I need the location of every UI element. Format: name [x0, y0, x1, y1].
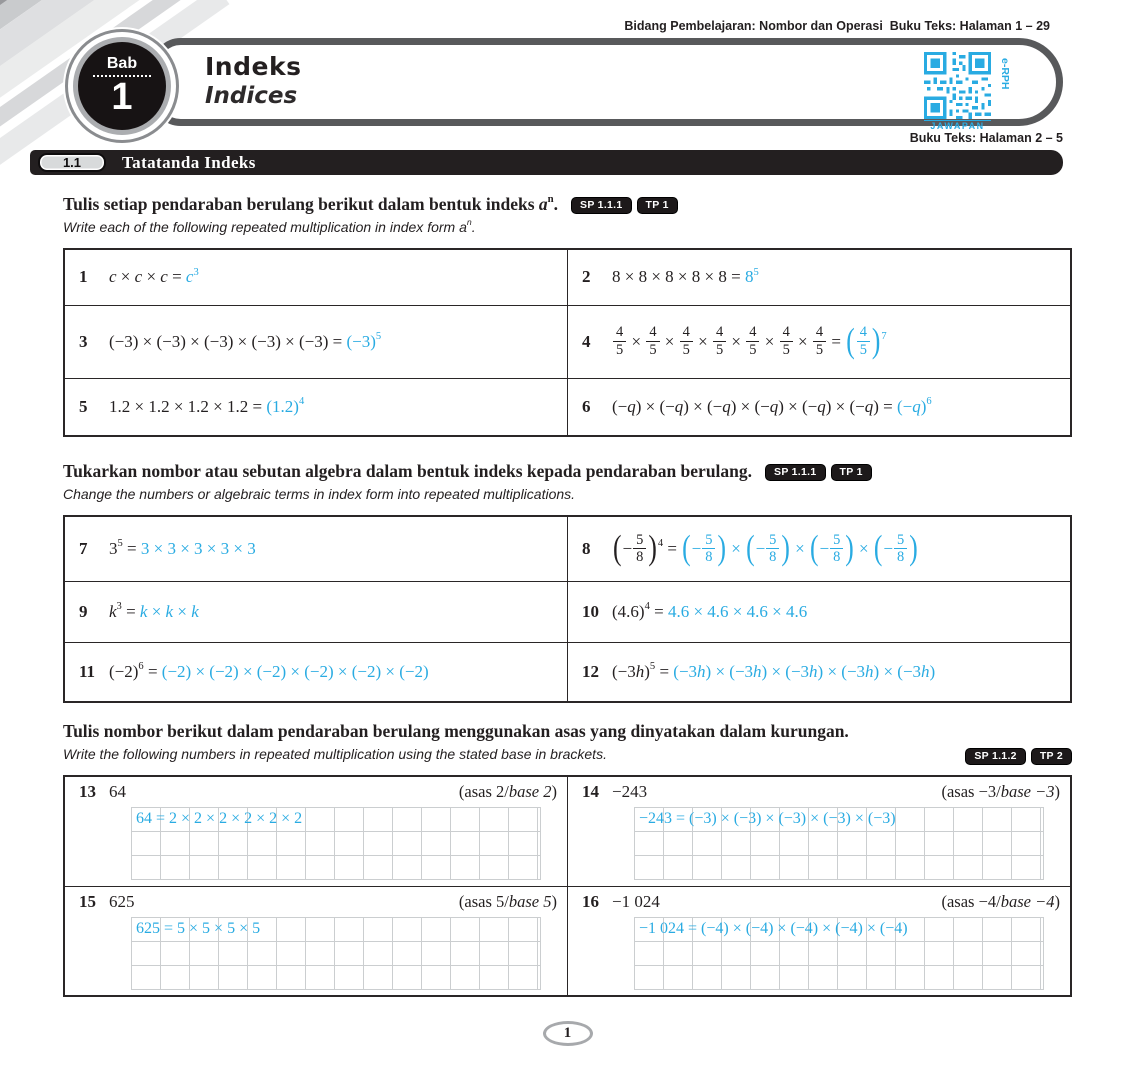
page-content: [63, 190, 1072, 1046]
exercise-cell-9: [64, 581, 568, 642]
table-row: [64, 776, 1071, 886]
question-number: 11: [79, 661, 96, 681]
exercise-cell-5: [64, 378, 568, 436]
answer-text: (− $\frac{5}{8}$ ) × (− $\frac{5}{8}$ ) × (− $\frac{5}{8}$ ) × (− $\frac{5}{8}$ ): [682, 528, 918, 568]
exercise-cell-11: [64, 642, 568, 702]
question-expression: $(-2)^6 = (-2) \times (-2) \times (-2) \times (-2) \times (-2) \times (-2)$: [109, 661, 429, 681]
answer-text: $(-q)^6$: [897, 396, 932, 416]
exercise-cell-13: [64, 776, 568, 886]
chapter-number: 1: [111, 76, 133, 118]
answer-text: 64 = 2 × 2 × 2 × 2 × 2 × 2: [136, 810, 303, 828]
sp-badge: SP 1.1.1: [571, 197, 632, 214]
table-row: [64, 305, 1071, 378]
question-number: 14: [582, 782, 599, 802]
answer-text: 4.6 × 4.6 × 4.6 × 4.6: [667, 601, 808, 621]
question-number: 8: [582, 538, 591, 558]
exercise-cell-14: [568, 776, 1072, 886]
textbook-page-reference: Buku Teks: Halaman 2 – 5: [909, 131, 1063, 145]
question-value: −243: [612, 782, 648, 802]
exercise3-instruction-malay: Tulis nombor berikut dalam pendaraban berulang menggunakan asas yang dinyatakan dalam kurungan.: [63, 721, 849, 741]
answer-grid: [131, 807, 541, 880]
question-number: 6: [582, 396, 591, 416]
question-number: 2: [582, 267, 591, 287]
chapter-label: Bab: [106, 55, 138, 72]
question-expression: $(-3h)^5 = (-3h) \times (-3h) \times (-3h) \times (-3h) \times (-3h)$: [612, 661, 936, 681]
answer-text: $(-3)^5$: [346, 330, 382, 351]
question-expression: $8 \times 8 \times 8 \times 8 \times 8 = 8^5$: [612, 266, 759, 287]
question-expression: $(4.6)^4 = 4.6 \times 4.6 \times 4.6 \times 4.6$: [612, 600, 808, 621]
exercise-cell-6: [568, 378, 1072, 436]
exercise-table-3: [63, 775, 1072, 997]
tp-badge: TP 1: [637, 197, 678, 214]
base-note: (asas 5/base 5): [458, 891, 557, 911]
exercise1-instruction-english: Write each of the following repeated multiplication in index form $a^n$.: [63, 217, 476, 235]
exercise1-badges: [566, 190, 678, 214]
table-row: [64, 249, 1071, 305]
sp-badge: SP 1.1.1: [765, 464, 826, 481]
question-value: −1 024: [612, 891, 660, 911]
answer-qr-block: [924, 52, 991, 131]
answer-grid: [634, 807, 1044, 880]
exercise2-badges: [760, 457, 872, 481]
exercise-cell-15: [64, 886, 568, 996]
base-note: (asas −4/base −4): [941, 891, 1060, 911]
exercise2-instruction-english: Change the numbers or algebraic terms in index form into repeated multiplications.: [63, 486, 576, 502]
exercise-cell-4: [568, 305, 1072, 378]
question-number: 13: [79, 782, 96, 802]
page-footer: [63, 1021, 1072, 1046]
exercise-cell-16: [568, 886, 1072, 996]
question-expression: $k^3 = k \times k \times k$: [109, 600, 199, 621]
exercise-cell-10: [568, 581, 1072, 642]
table-row: [64, 581, 1071, 642]
answer-text: 3 × 3 × 3 × 3 × 3: [140, 538, 256, 558]
exercise1-instruction-malay: [63, 190, 1072, 216]
base-note: (asas 2/base 2): [458, 782, 557, 802]
question-expression: $(-q) \times (-q) \times (-q) \times (-q) \times (-q) \times (-q) = (-q)^6$: [612, 396, 932, 416]
sp-badge: SP 1.1.2: [965, 748, 1026, 765]
chapter-title-english: Indices: [205, 83, 298, 109]
tp-badge: TP 2: [1031, 748, 1072, 765]
qr-code-icon: [924, 52, 991, 119]
answer-text: ( $\frac{4}{5}$ )$^7$: [846, 320, 887, 361]
erph-label: e-RPH: [999, 58, 1011, 90]
table-row: [64, 516, 1071, 581]
question-number: 16: [582, 891, 599, 911]
exercise-table-1: [63, 248, 1072, 437]
exercise-cell-12: [568, 642, 1072, 702]
exercise-cell-8: [568, 516, 1072, 581]
table-row: [64, 886, 1071, 996]
question-number: 12: [582, 661, 599, 681]
exercise-cell-7: [64, 516, 568, 581]
question-expression: $(-3) \times (-3) \times (-3) \times (-3) \times (-3) = (-3)^5$: [109, 330, 382, 351]
chapter-title-malay: Indeks: [205, 52, 302, 81]
question-number: 3: [79, 331, 88, 351]
exercise-cell-1: [64, 249, 568, 305]
question-number: 9: [79, 601, 88, 621]
question-number: 4: [582, 331, 591, 351]
section-title: Tatatanda Indeks: [122, 152, 256, 172]
learning-area-note: Bidang Pembelajaran: Nombor dan Operasi Buku Teks: Halaman 1 – 29: [624, 19, 1050, 33]
question-number: 1: [79, 267, 88, 287]
table-row: [64, 378, 1071, 436]
answer-text: 625 = 5 × 5 × 5 × 5: [136, 919, 261, 937]
question-value: 625: [109, 891, 135, 911]
exercise-cell-2: [568, 249, 1072, 305]
question-expression: (− $\frac{5}{8}$ )$^4$ = (− $\frac{5}{8}$ ) × (− $\frac{5}{8}$ ) × (− $\frac{5}{8}$ ) × (− $\frac{5}{8}$ ): [613, 528, 918, 568]
question-expression: $\frac{4}{5}$ × $\frac{4}{5}$ × $\frac{4}{5}$ × $\frac{4}{5}$ × $\frac{4}{5}$ × $\frac{4}{5}$ × $\frac{4}{5}$ = ( $\frac{4}{5}$ )$^7$: [612, 325, 887, 357]
answer-text: (−3h) × (−3h) × (−3h) × (−3h) × (−3h): [673, 661, 936, 681]
exercise-cell-3: [64, 305, 568, 378]
exercise1-instruction-text: Tulis setiap pendaraban berulang berikut dalam bentuk indeks $a^n$.: [63, 193, 559, 214]
exercise2-instruction-malay: Tukarkan nombor atau sebutan algebra dalam bentuk indeks kepada pendaraban berulang. SP 1.1.1 TP 1: [63, 457, 1072, 483]
question-number: 7: [79, 538, 88, 558]
chapter-badge: [78, 42, 166, 130]
table-row: [64, 642, 1071, 702]
exercise-table-2: [63, 515, 1072, 703]
base-note: (asas −3/base −3): [941, 782, 1060, 802]
exercise3-badges: [960, 743, 1072, 765]
question-number: 5: [79, 396, 88, 416]
question-number: 10: [582, 601, 599, 621]
question-expression: $3^5 = 3 \times 3 \times 3 \times 3 \times 3$: [109, 538, 256, 558]
answer-text: (−2) × (−2) × (−2) × (−2) × (−2) × (−2): [161, 661, 429, 681]
question-value: 64: [109, 782, 126, 802]
answer-text: $c^3$: [185, 266, 199, 287]
qr-caption: JAWAPAN: [924, 120, 991, 131]
answer-grid: [131, 917, 541, 990]
answer-text: k × k × k: [139, 601, 199, 621]
section-number-pill: 1.1: [38, 153, 106, 172]
answer-text: −243 = (−3) × (−3) × (−3) × (−3) × (−3): [639, 810, 896, 828]
question-expression: $c \times c \times c = c^3$: [109, 266, 199, 287]
answer-grid: [634, 917, 1044, 990]
section-bar: [30, 150, 1063, 175]
question-number: 15: [79, 891, 96, 911]
tp-badge: TP 1: [831, 464, 872, 481]
answer-text: $8^5$: [744, 266, 759, 287]
answer-text: $(1.2)^4$: [266, 396, 305, 416]
answer-text: −1 024 = (−4) × (−4) × (−4) × (−4) × (−4): [639, 919, 908, 937]
page-number: 1: [543, 1021, 593, 1046]
exercise3-instruction-english: Write the following numbers in repeated multiplication using the stated base in brackets. SP 1.1.2 TP 2: [63, 743, 1072, 765]
question-expression: $1.2 \times 1.2 \times 1.2 \times 1.2 = (1.2)^4$: [109, 396, 305, 416]
